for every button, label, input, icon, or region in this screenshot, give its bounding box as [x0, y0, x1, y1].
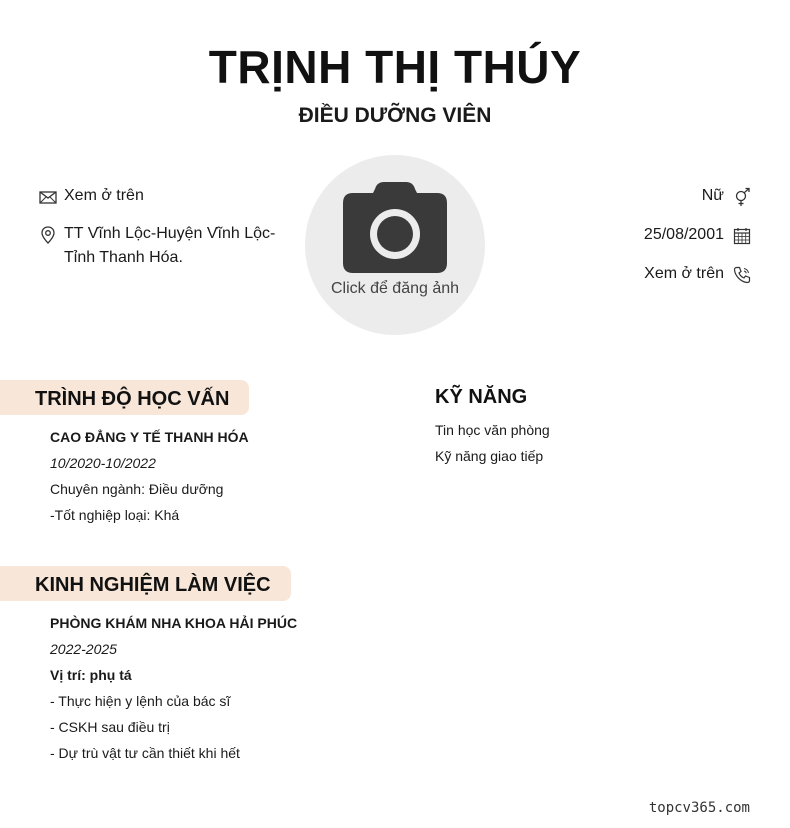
job-title: ĐIỀU DƯỠNG VIÊN: [298, 104, 492, 127]
contact-right: [512, 184, 752, 301]
experience-period: 2022-2025: [50, 641, 117, 657]
education-section-title: TRÌNH ĐỘ HỌC VẤN: [0, 380, 249, 415]
school-name: CAO ĐẲNG Y TẾ THANH HÓA: [50, 429, 249, 445]
gender-value: Nữ: [701, 187, 724, 204]
location-pin-icon: [38, 225, 58, 245]
education-period: 10/2020-10/2022: [50, 455, 156, 471]
skill-item: Kỹ năng giao tiếp: [435, 448, 544, 464]
candidate-name: TRỊNH THỊ THÚY: [208, 41, 582, 93]
mail-icon: [38, 187, 58, 207]
duty-item: - Thực hiện y lệnh của bác sĩ: [50, 693, 231, 709]
skills-list: [435, 418, 550, 470]
contact-gender: [512, 184, 752, 208]
address-value: TT Vĩnh Lộc-Huyện Vĩnh Lộc-Tỉnh Thanh Hóa.: [64, 225, 276, 266]
experience-section-title: KINH NGHIỆM LÀM VIỆC: [0, 566, 291, 601]
camera-icon: [341, 181, 449, 277]
company-name: PHÒNG KHÁM NHA KHOA HẢI PHÚC: [50, 615, 298, 631]
photo-upload[interactable]: [305, 155, 485, 335]
photo-upload-label: Click để đăng ảnh: [330, 280, 460, 297]
contact-birthday: [512, 223, 752, 247]
skill-item: Tin học văn phòng: [435, 422, 550, 438]
phone-icon: [732, 265, 752, 285]
education-block: [50, 425, 410, 529]
birthday-value: 25/08/2001: [643, 226, 724, 243]
contact-left: [38, 184, 288, 284]
contact-address: [38, 222, 288, 270]
calendar-icon: [732, 226, 752, 246]
contact-phone: [512, 262, 752, 286]
experience-position: Vị trí: phụ tá: [50, 667, 132, 683]
education-graduation: -Tốt nghiệp loại: Khá: [50, 507, 180, 523]
watermark: topcv365.com: [648, 800, 750, 816]
education-major: Chuyên ngành: Điều dưỡng: [50, 481, 224, 497]
skills-section-title: KỸ NĂNG: [435, 386, 528, 408]
duty-item: - CSKH sau điều trị: [50, 719, 170, 735]
contact-email: [38, 184, 288, 208]
experience-block: [50, 611, 410, 767]
duty-item: - Dự trù vật tư cần thiết khi hết: [50, 745, 240, 761]
gender-icon: [732, 187, 752, 207]
phone-value: Xem ở trên: [644, 265, 724, 282]
email-value: Xem ở trên: [64, 187, 144, 204]
